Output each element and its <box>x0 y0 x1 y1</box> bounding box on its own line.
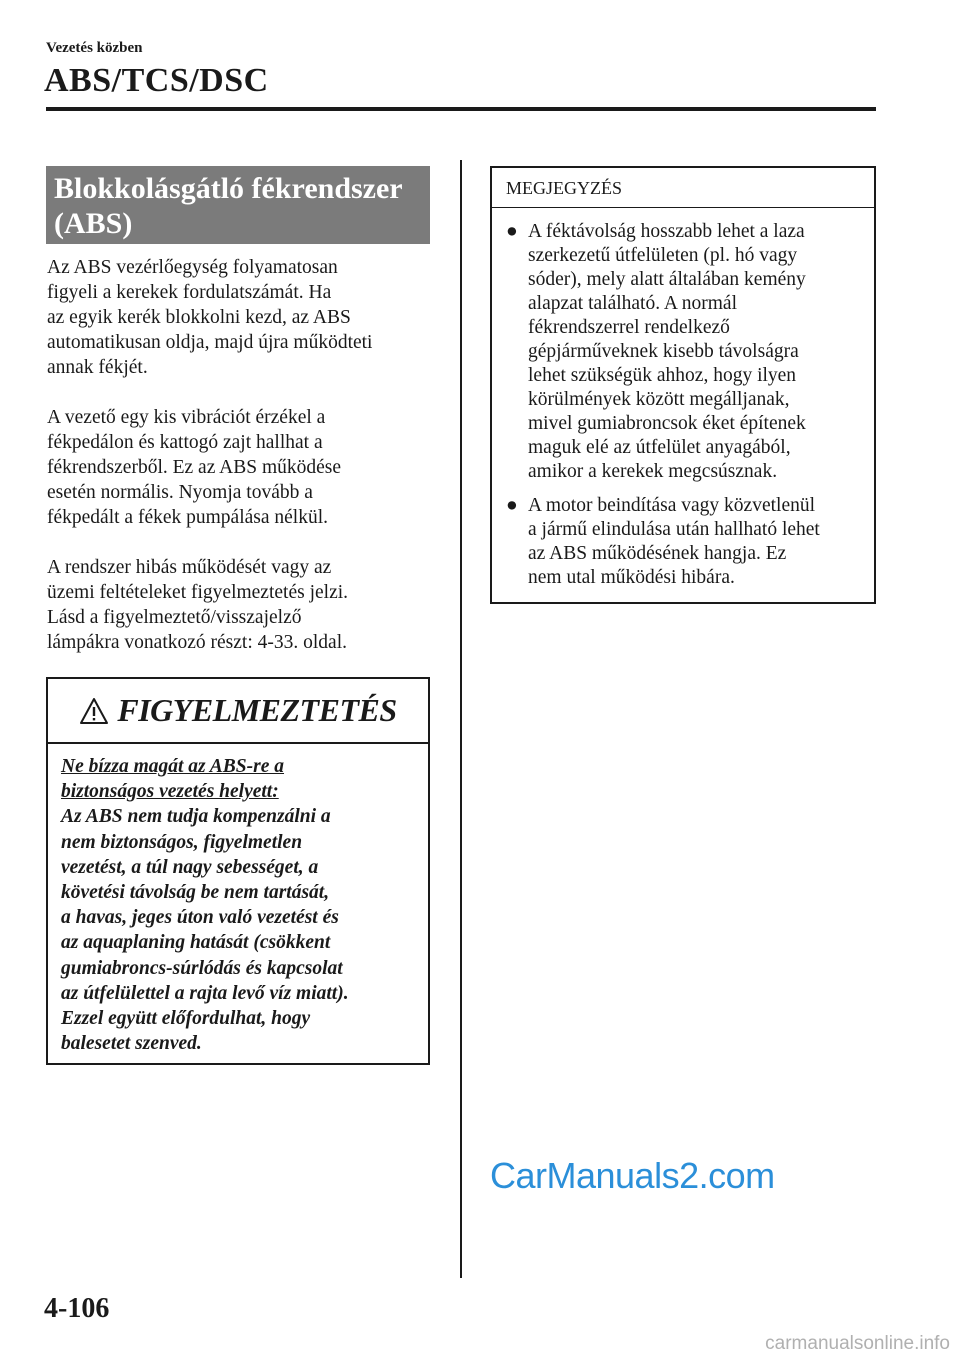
text-line: az egyik kerék blokkolni kezd, az ABS <box>47 307 351 328</box>
section-heading-line: (ABS) <box>54 207 133 240</box>
paragraph <box>47 255 437 380</box>
warning-line: a havas, jeges úton való vezetést és <box>61 907 339 929</box>
warning-line: az aquaplaning hatását (csökkent <box>61 932 331 954</box>
warning-line: nem biztonságos, figyelmetlen <box>61 831 303 853</box>
text-line: Lásd a figyelmeztető/visszajelző <box>47 607 302 628</box>
text-line: esetén normális. Nyomja tovább a <box>47 482 313 503</box>
paragraph <box>47 405 437 530</box>
text-line: A vezető egy kis vibrációt érzékel a <box>47 407 326 428</box>
warning-line: vezetést, a túl nagy sebességet, a <box>61 856 319 878</box>
page-title: ABS/TCS/DSC <box>44 62 269 99</box>
text-line: mivel gumiabroncsok éket építenek <box>528 413 806 434</box>
text-line: fékpedált a fékek pumpálása nélkül. <box>47 507 329 528</box>
warning-body <box>48 744 428 1056</box>
text-line: sóder), mely alatt általában kemény <box>528 269 806 290</box>
warning-line: Ezzel együtt előfordulhat, hogy <box>61 1008 311 1030</box>
warning-triangle-icon <box>79 697 109 725</box>
bullet-icon: ● <box>506 495 518 516</box>
text-line: a jármű elindulása után hallható lehet <box>528 519 820 540</box>
text-line: lehet szükségük ahhoz, hogy ilyen <box>528 365 797 386</box>
text-line: automatikusan oldja, majd újra működteti <box>47 332 373 353</box>
paragraph <box>47 555 437 655</box>
section-label: Vezetés közben <box>46 40 143 56</box>
text-line: Az ABS vezérlőegység folyamatosan <box>47 257 338 278</box>
text-line: üzemi feltételeket figyelmeztetés jelzi. <box>47 582 349 603</box>
warning-title: FIGYELMEZTETÉS <box>117 692 397 728</box>
section-heading-line: Blokkolásgátló fékrendszer <box>54 172 403 205</box>
text-line: fékrendszerrel rendelkező <box>528 317 730 338</box>
warning-line: követési távolság be nem tartását, <box>61 882 330 904</box>
note-list <box>492 208 874 590</box>
text-line: alapzat található. A normál <box>528 293 738 314</box>
warning-line: gumiabroncs-súrlódás és kapcsolat <box>61 957 343 979</box>
list-item <box>506 494 864 590</box>
section-heading <box>46 166 430 244</box>
text-line: A rendszer hibás működését vagy az <box>47 557 332 578</box>
warning-line: Az ABS nem tudja kompenzálni a <box>61 806 331 828</box>
header-divider <box>46 107 876 111</box>
text-line: A féktávolság hosszabb lehet a laza <box>528 221 805 242</box>
warning-line: balesetet szenved. <box>61 1033 202 1055</box>
text-line: fékrendszerből. Ez az ABS működése <box>47 457 342 478</box>
text-line: fékpedálon és kattogó zajt hallhat a <box>47 432 323 453</box>
text-line: körülmények között megálljanak, <box>528 389 790 410</box>
note-title: MEGJEGYZÉS <box>492 168 874 208</box>
footer-watermark: carmanualsonline.info <box>765 1333 950 1354</box>
text-line: lámpákra vonatkozó részt: 4-33. oldal. <box>47 632 347 653</box>
column-divider <box>460 160 462 1278</box>
text-line: nem utal működési hibára. <box>528 567 735 588</box>
text-line: maguk elé az útfelület anyagából, <box>528 437 791 458</box>
warning-subheading: biztonságos vezetés helyett: <box>61 781 279 803</box>
warning-subheading: Ne bízza magát az ABS-re a <box>61 756 285 777</box>
text-line: annak fékjét. <box>47 357 148 378</box>
text-line: szerkezetű útfelületen (pl. hó vagy <box>528 245 798 266</box>
warning-box <box>46 677 430 1065</box>
text-line: figyeli a kerekek fordulatszámát. Ha <box>47 282 332 303</box>
warning-header <box>48 679 428 744</box>
note-box <box>490 166 876 604</box>
watermark-logo: CarManuals2.com <box>490 1155 775 1196</box>
bullet-icon: ● <box>506 221 518 242</box>
text-line: az ABS működésének hangja. Ez <box>528 543 787 564</box>
text-line: A motor beindítása vagy közvetlenül <box>528 495 816 516</box>
text-line: gépjárműveknek kisebb távolságra <box>528 341 799 362</box>
text-line: amikor a kerekek megcsúsznak. <box>528 461 778 482</box>
list-item <box>506 220 864 484</box>
page-number: 4-106 <box>44 1293 110 1324</box>
warning-line: az útfelülettel a rajta levő víz miatt). <box>61 982 349 1004</box>
